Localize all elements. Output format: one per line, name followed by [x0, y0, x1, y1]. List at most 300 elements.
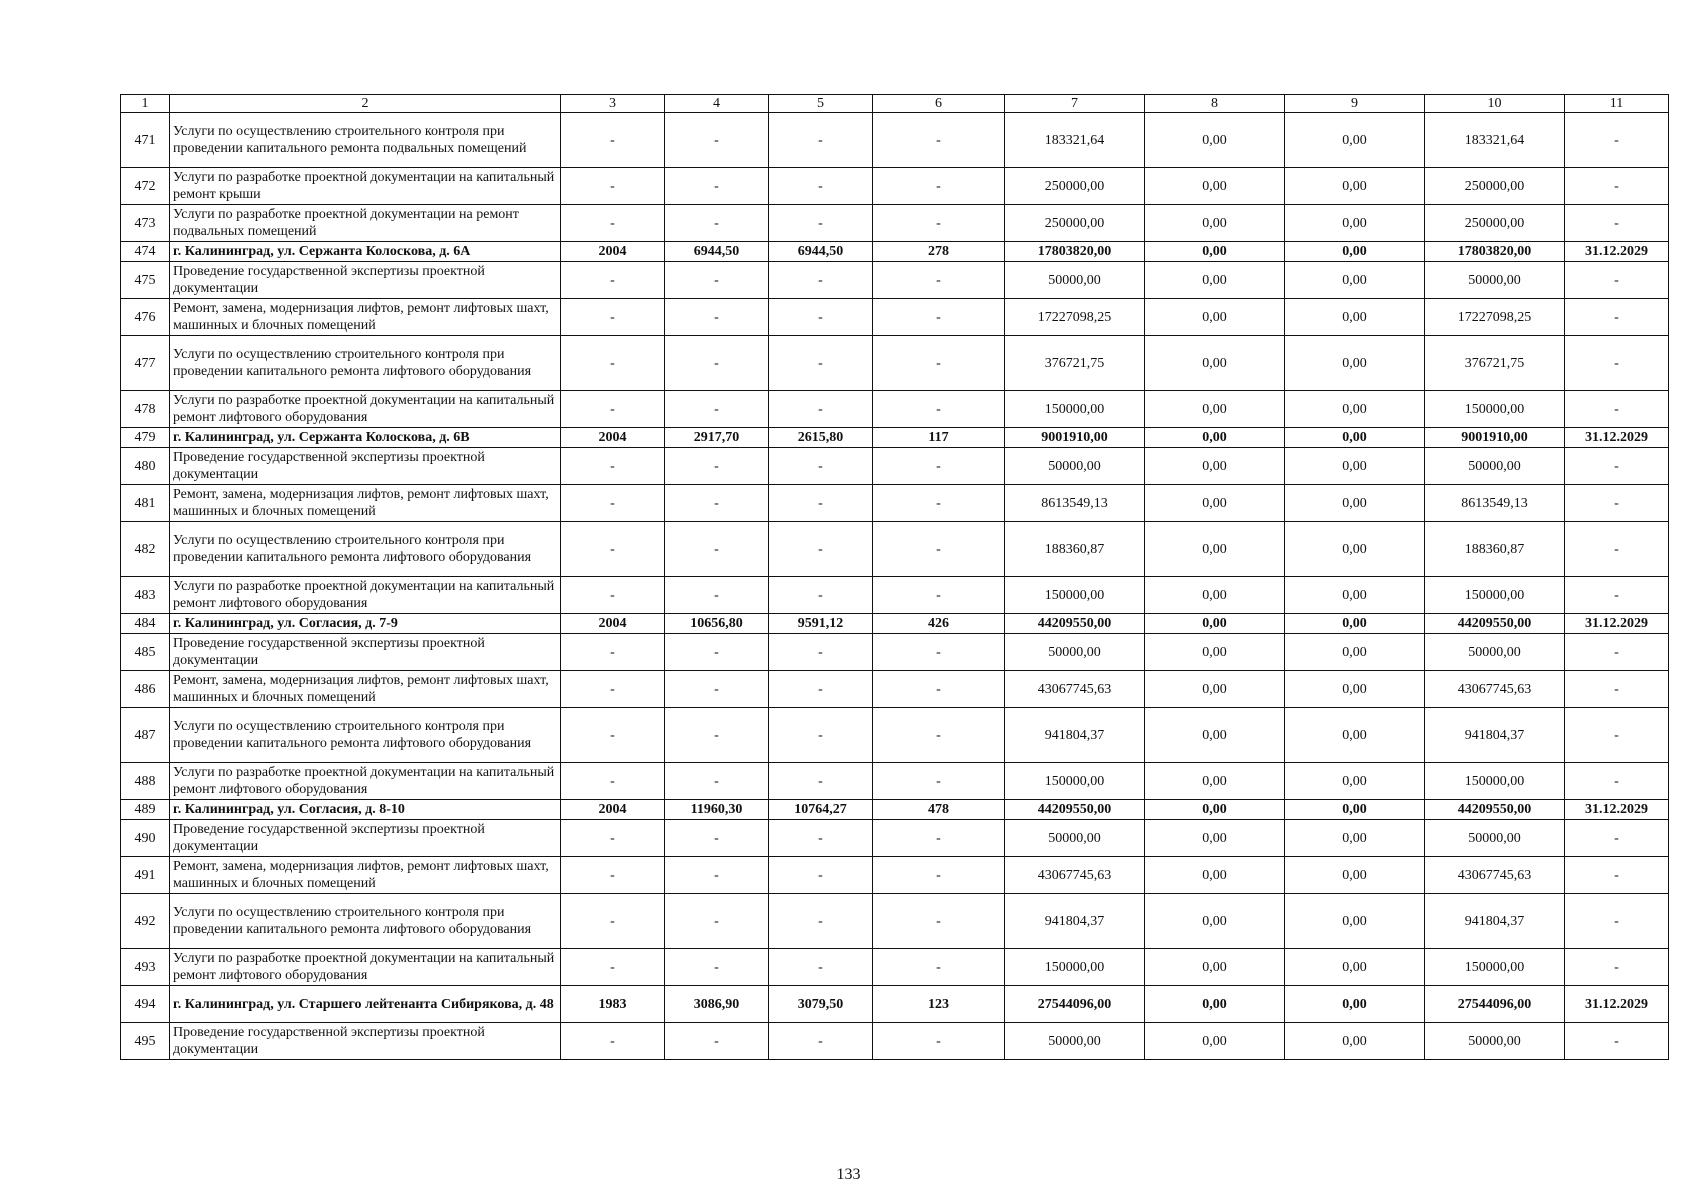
cell-living-area: -: [769, 577, 873, 614]
cell-description: Услуги по разработке проектной документации на капитальный ремонт лифтового оборудования: [170, 391, 561, 428]
cell-residents: -: [873, 391, 1005, 428]
cell-year: 2004: [561, 800, 665, 820]
cell-fund-cost: 0,00: [1145, 205, 1285, 242]
cell-owners-cost: 27544096,00: [1425, 986, 1565, 1023]
cell-total-area: 3086,90: [665, 986, 769, 1023]
cell-description: г. Калининград, ул. Согласия, д. 8-10: [170, 800, 561, 820]
cell-owners-cost: 183321,64: [1425, 113, 1565, 168]
cell-total-cost: 50000,00: [1005, 1023, 1145, 1060]
cell-row-number: 489: [121, 800, 170, 820]
cell-deadline: -: [1565, 763, 1669, 800]
cell-residents: -: [873, 448, 1005, 485]
cell-residents: -: [873, 522, 1005, 577]
cell-fund-cost: 0,00: [1145, 634, 1285, 671]
cell-other-cost: 0,00: [1285, 168, 1425, 205]
cell-total-area: -: [665, 820, 769, 857]
cell-other-cost: 0,00: [1285, 391, 1425, 428]
cell-other-cost: 0,00: [1285, 428, 1425, 448]
cell-living-area: -: [769, 949, 873, 986]
cell-year: -: [561, 708, 665, 763]
cell-total-cost: 150000,00: [1005, 763, 1145, 800]
cell-other-cost: 0,00: [1285, 634, 1425, 671]
cell-row-number: 471: [121, 113, 170, 168]
cell-row-number: 490: [121, 820, 170, 857]
cell-row-number: 491: [121, 857, 170, 894]
cell-deadline: -: [1565, 391, 1669, 428]
address-row: [121, 986, 1669, 1023]
cell-fund-cost: 0,00: [1145, 986, 1285, 1023]
cell-deadline: -: [1565, 1023, 1669, 1060]
cell-other-cost: 0,00: [1285, 262, 1425, 299]
cell-description: Услуги по разработке проектной документации на ремонт подвальных помещений: [170, 205, 561, 242]
cell-description: Услуги по разработке проектной документации на капитальный ремонт лифтового оборудования: [170, 763, 561, 800]
cell-row-number: 485: [121, 634, 170, 671]
cell-other-cost: 0,00: [1285, 299, 1425, 336]
cell-total-area: -: [665, 168, 769, 205]
cell-residents: -: [873, 485, 1005, 522]
cell-deadline: -: [1565, 522, 1669, 577]
cell-total-area: -: [665, 262, 769, 299]
cell-owners-cost: 150000,00: [1425, 391, 1565, 428]
work-row: [121, 113, 1669, 168]
cell-other-cost: 0,00: [1285, 242, 1425, 262]
cell-other-cost: 0,00: [1285, 671, 1425, 708]
cell-row-number: 476: [121, 299, 170, 336]
cell-year: -: [561, 391, 665, 428]
cell-other-cost: 0,00: [1285, 1023, 1425, 1060]
cell-fund-cost: 0,00: [1145, 1023, 1285, 1060]
page-number: 133: [836, 1166, 861, 1183]
work-row: [121, 671, 1669, 708]
cell-residents: -: [873, 949, 1005, 986]
cell-total-area: -: [665, 577, 769, 614]
work-row: [121, 391, 1669, 428]
cell-deadline: 31.12.2029: [1565, 986, 1669, 1023]
cell-row-number: 477: [121, 336, 170, 391]
cell-living-area: -: [769, 299, 873, 336]
column-number-row: [121, 95, 1669, 113]
cell-description: Услуги по осуществлению строительного контроля при проведении капитального ремонта лифтового оборудования: [170, 336, 561, 391]
cell-living-area: -: [769, 708, 873, 763]
cell-fund-cost: 0,00: [1145, 113, 1285, 168]
table-body: [121, 113, 1669, 1060]
cell-owners-cost: 44209550,00: [1425, 800, 1565, 820]
cell-description: Ремонт, замена, модернизация лифтов, ремонт лифтовых шахт, машинных и блочных помещений: [170, 299, 561, 336]
cell-year: -: [561, 113, 665, 168]
cell-owners-cost: 188360,87: [1425, 522, 1565, 577]
cell-fund-cost: 0,00: [1145, 168, 1285, 205]
cell-other-cost: 0,00: [1285, 205, 1425, 242]
cell-description: г. Калининград, ул. Согласия, д. 7-9: [170, 614, 561, 634]
cell-total-area: -: [665, 485, 769, 522]
cell-living-area: -: [769, 763, 873, 800]
cell-description: Услуги по осуществлению строительного контроля при проведении капитального ремонта лифтового оборудования: [170, 522, 561, 577]
cell-other-cost: 0,00: [1285, 820, 1425, 857]
work-row: [121, 485, 1669, 522]
cell-total-area: -: [665, 391, 769, 428]
work-row: [121, 763, 1669, 800]
cell-row-number: 492: [121, 894, 170, 949]
cell-living-area: -: [769, 820, 873, 857]
cell-deadline: 31.12.2029: [1565, 242, 1669, 262]
cell-total-cost: 43067745,63: [1005, 671, 1145, 708]
cell-other-cost: 0,00: [1285, 894, 1425, 949]
cell-total-cost: 44209550,00: [1005, 800, 1145, 820]
cell-owners-cost: 17227098,25: [1425, 299, 1565, 336]
cell-fund-cost: 0,00: [1145, 485, 1285, 522]
cell-total-area: 2917,70: [665, 428, 769, 448]
cell-owners-cost: 50000,00: [1425, 1023, 1565, 1060]
work-row: [121, 522, 1669, 577]
cell-total-area: -: [665, 671, 769, 708]
cell-total-cost: 8613549,13: [1005, 485, 1145, 522]
cell-other-cost: 0,00: [1285, 577, 1425, 614]
cell-row-number: 495: [121, 1023, 170, 1060]
cell-fund-cost: 0,00: [1145, 894, 1285, 949]
cell-deadline: -: [1565, 857, 1669, 894]
cell-year: -: [561, 205, 665, 242]
cell-other-cost: 0,00: [1285, 448, 1425, 485]
cell-total-cost: 50000,00: [1005, 634, 1145, 671]
cell-living-area: -: [769, 485, 873, 522]
cell-description: Проведение государственной экспертизы проектной документации: [170, 262, 561, 299]
cell-row-number: 486: [121, 671, 170, 708]
cell-residents: 123: [873, 986, 1005, 1023]
work-row: [121, 857, 1669, 894]
cell-total-cost: 50000,00: [1005, 262, 1145, 299]
cell-year: -: [561, 485, 665, 522]
cell-residents: -: [873, 820, 1005, 857]
cell-owners-cost: 250000,00: [1425, 205, 1565, 242]
cell-total-cost: 150000,00: [1005, 391, 1145, 428]
cell-total-area: -: [665, 522, 769, 577]
work-row: [121, 634, 1669, 671]
cell-deadline: -: [1565, 448, 1669, 485]
header-cell: 4: [665, 95, 769, 113]
cell-other-cost: 0,00: [1285, 708, 1425, 763]
cell-fund-cost: 0,00: [1145, 763, 1285, 800]
cell-description: г. Калининград, ул. Сержанта Колоскова, д. 6В: [170, 428, 561, 448]
header-cell: 8: [1145, 95, 1285, 113]
cell-year: 2004: [561, 428, 665, 448]
cell-year: 2004: [561, 242, 665, 262]
cell-row-number: 478: [121, 391, 170, 428]
cell-fund-cost: 0,00: [1145, 242, 1285, 262]
cell-other-cost: 0,00: [1285, 485, 1425, 522]
cell-total-cost: 43067745,63: [1005, 857, 1145, 894]
cell-year: -: [561, 577, 665, 614]
cell-fund-cost: 0,00: [1145, 299, 1285, 336]
cell-deadline: -: [1565, 205, 1669, 242]
cell-description: Ремонт, замена, модернизация лифтов, ремонт лифтовых шахт, машинных и блочных помещений: [170, 485, 561, 522]
cell-residents: 478: [873, 800, 1005, 820]
cell-total-area: -: [665, 113, 769, 168]
cell-total-area: -: [665, 857, 769, 894]
work-row: [121, 262, 1669, 299]
cell-residents: -: [873, 577, 1005, 614]
cell-total-area: -: [665, 448, 769, 485]
cell-row-number: 487: [121, 708, 170, 763]
cell-other-cost: 0,00: [1285, 614, 1425, 634]
cell-deadline: 31.12.2029: [1565, 800, 1669, 820]
cell-residents: -: [873, 708, 1005, 763]
cell-row-number: 482: [121, 522, 170, 577]
cell-row-number: 480: [121, 448, 170, 485]
header-cell: 2: [170, 95, 561, 113]
cell-living-area: 10764,27: [769, 800, 873, 820]
cell-other-cost: 0,00: [1285, 763, 1425, 800]
cell-total-cost: 150000,00: [1005, 577, 1145, 614]
cell-deadline: -: [1565, 262, 1669, 299]
cell-year: -: [561, 857, 665, 894]
cell-total-area: 6944,50: [665, 242, 769, 262]
cell-total-cost: 50000,00: [1005, 820, 1145, 857]
cell-owners-cost: 150000,00: [1425, 763, 1565, 800]
cell-total-cost: 17803820,00: [1005, 242, 1145, 262]
cell-residents: -: [873, 671, 1005, 708]
header-cell: 1: [121, 95, 170, 113]
cell-total-cost: 27544096,00: [1005, 986, 1145, 1023]
cell-fund-cost: 0,00: [1145, 262, 1285, 299]
cell-living-area: 2615,80: [769, 428, 873, 448]
cell-owners-cost: 50000,00: [1425, 262, 1565, 299]
work-row: [121, 949, 1669, 986]
cell-deadline: -: [1565, 634, 1669, 671]
cell-year: 1983: [561, 986, 665, 1023]
cell-living-area: 3079,50: [769, 986, 873, 1023]
header-cell: 10: [1425, 95, 1565, 113]
cell-fund-cost: 0,00: [1145, 671, 1285, 708]
cell-living-area: 6944,50: [769, 242, 873, 262]
cell-total-cost: 150000,00: [1005, 949, 1145, 986]
header-cell: 9: [1285, 95, 1425, 113]
cell-living-area: 9591,12: [769, 614, 873, 634]
cell-deadline: -: [1565, 336, 1669, 391]
cell-residents: -: [873, 262, 1005, 299]
cell-fund-cost: 0,00: [1145, 708, 1285, 763]
cell-total-cost: 250000,00: [1005, 205, 1145, 242]
cell-owners-cost: 50000,00: [1425, 634, 1565, 671]
cell-description: Проведение государственной экспертизы проектной документации: [170, 448, 561, 485]
address-row: [121, 800, 1669, 820]
cell-residents: -: [873, 205, 1005, 242]
cell-living-area: -: [769, 634, 873, 671]
cell-living-area: -: [769, 262, 873, 299]
cell-residents: -: [873, 168, 1005, 205]
header-cell: 3: [561, 95, 665, 113]
cell-fund-cost: 0,00: [1145, 336, 1285, 391]
cell-deadline: -: [1565, 113, 1669, 168]
cell-total-area: -: [665, 336, 769, 391]
cell-total-cost: 376721,75: [1005, 336, 1145, 391]
cell-other-cost: 0,00: [1285, 800, 1425, 820]
cell-living-area: -: [769, 1023, 873, 1060]
cell-year: -: [561, 763, 665, 800]
cell-deadline: -: [1565, 949, 1669, 986]
cell-total-cost: 17227098,25: [1005, 299, 1145, 336]
cell-deadline: -: [1565, 820, 1669, 857]
cell-living-area: -: [769, 205, 873, 242]
address-row: [121, 242, 1669, 262]
cell-deadline: -: [1565, 168, 1669, 205]
cell-total-area: -: [665, 708, 769, 763]
cell-description: Услуги по осуществлению строительного контроля при проведении капитального ремонта подвальных помещений: [170, 113, 561, 168]
cell-year: -: [561, 448, 665, 485]
cell-living-area: -: [769, 168, 873, 205]
cell-living-area: -: [769, 391, 873, 428]
cell-total-cost: 183321,64: [1005, 113, 1145, 168]
work-row: [121, 205, 1669, 242]
cell-residents: -: [873, 299, 1005, 336]
cell-owners-cost: 376721,75: [1425, 336, 1565, 391]
cell-owners-cost: 43067745,63: [1425, 671, 1565, 708]
cell-total-cost: 188360,87: [1005, 522, 1145, 577]
cell-fund-cost: 0,00: [1145, 428, 1285, 448]
cell-total-area: -: [665, 299, 769, 336]
cell-total-cost: 250000,00: [1005, 168, 1145, 205]
header-cell: 11: [1565, 95, 1669, 113]
cell-deadline: 31.12.2029: [1565, 428, 1669, 448]
cell-deadline: -: [1565, 577, 1669, 614]
cell-residents: 278: [873, 242, 1005, 262]
cell-year: -: [561, 299, 665, 336]
cell-year: -: [561, 634, 665, 671]
cell-description: Ремонт, замена, модернизация лифтов, ремонт лифтовых шахт, машинных и блочных помещений: [170, 671, 561, 708]
work-row: [121, 448, 1669, 485]
cell-residents: -: [873, 634, 1005, 671]
cell-total-area: 11960,30: [665, 800, 769, 820]
cell-other-cost: 0,00: [1285, 336, 1425, 391]
cell-residents: -: [873, 1023, 1005, 1060]
cell-description: Проведение государственной экспертизы проектной документации: [170, 820, 561, 857]
cell-fund-cost: 0,00: [1145, 857, 1285, 894]
cell-row-number: 493: [121, 949, 170, 986]
cell-other-cost: 0,00: [1285, 986, 1425, 1023]
cell-total-area: -: [665, 763, 769, 800]
cell-residents: -: [873, 113, 1005, 168]
cell-year: -: [561, 262, 665, 299]
cell-other-cost: 0,00: [1285, 113, 1425, 168]
cell-living-area: -: [769, 857, 873, 894]
cell-living-area: -: [769, 522, 873, 577]
cell-deadline: -: [1565, 708, 1669, 763]
work-row: [121, 336, 1669, 391]
cell-total-cost: 941804,37: [1005, 708, 1145, 763]
cell-owners-cost: 9001910,00: [1425, 428, 1565, 448]
work-row: [121, 820, 1669, 857]
cell-total-area: -: [665, 205, 769, 242]
cell-total-area: -: [665, 949, 769, 986]
cell-year: 2004: [561, 614, 665, 634]
cell-residents: -: [873, 894, 1005, 949]
cell-description: Услуги по разработке проектной документации на капитальный ремонт лифтового оборудования: [170, 577, 561, 614]
cell-fund-cost: 0,00: [1145, 800, 1285, 820]
work-row: [121, 299, 1669, 336]
cell-row-number: 484: [121, 614, 170, 634]
cell-owners-cost: 8613549,13: [1425, 485, 1565, 522]
cell-living-area: -: [769, 448, 873, 485]
cell-other-cost: 0,00: [1285, 522, 1425, 577]
cell-owners-cost: 941804,37: [1425, 708, 1565, 763]
cell-fund-cost: 0,00: [1145, 391, 1285, 428]
cell-residents: -: [873, 336, 1005, 391]
cell-year: -: [561, 1023, 665, 1060]
cell-owners-cost: 17803820,00: [1425, 242, 1565, 262]
header-cell: 7: [1005, 95, 1145, 113]
cell-fund-cost: 0,00: [1145, 577, 1285, 614]
cell-description: Услуги по осуществлению строительного контроля при проведении капитального ремонта лифтового оборудования: [170, 894, 561, 949]
cell-row-number: 472: [121, 168, 170, 205]
cell-total-area: -: [665, 894, 769, 949]
cell-deadline: -: [1565, 894, 1669, 949]
cell-year: -: [561, 671, 665, 708]
cell-owners-cost: 50000,00: [1425, 448, 1565, 485]
cell-year: -: [561, 336, 665, 391]
cell-description: Услуги по разработке проектной документации на капитальный ремонт крыши: [170, 168, 561, 205]
cell-deadline: -: [1565, 485, 1669, 522]
cell-living-area: -: [769, 894, 873, 949]
cell-living-area: -: [769, 671, 873, 708]
cell-residents: 426: [873, 614, 1005, 634]
cell-row-number: 488: [121, 763, 170, 800]
cell-deadline: 31.12.2029: [1565, 614, 1669, 634]
cell-fund-cost: 0,00: [1145, 522, 1285, 577]
cell-owners-cost: 941804,37: [1425, 894, 1565, 949]
cell-description: г. Калининград, ул. Сержанта Колоскова, д. 6А: [170, 242, 561, 262]
header-cell: 6: [873, 95, 1005, 113]
cell-year: -: [561, 949, 665, 986]
cell-row-number: 494: [121, 986, 170, 1023]
cell-owners-cost: 150000,00: [1425, 577, 1565, 614]
cell-row-number: 474: [121, 242, 170, 262]
cell-total-cost: 9001910,00: [1005, 428, 1145, 448]
work-row: [121, 577, 1669, 614]
cell-fund-cost: 0,00: [1145, 448, 1285, 485]
cell-living-area: -: [769, 113, 873, 168]
cell-description: Услуги по разработке проектной документации на капитальный ремонт лифтового оборудования: [170, 949, 561, 986]
cell-description: г. Калининград, ул. Старшего лейтенанта Сибирякова, д. 48: [170, 986, 561, 1023]
capital-repair-table: [120, 94, 1669, 1060]
work-row: [121, 168, 1669, 205]
cell-fund-cost: 0,00: [1145, 614, 1285, 634]
cell-year: -: [561, 522, 665, 577]
cell-owners-cost: 44209550,00: [1425, 614, 1565, 634]
cell-row-number: 483: [121, 577, 170, 614]
cell-total-area: -: [665, 1023, 769, 1060]
cell-row-number: 475: [121, 262, 170, 299]
cell-owners-cost: 50000,00: [1425, 820, 1565, 857]
address-row: [121, 428, 1669, 448]
cell-row-number: 473: [121, 205, 170, 242]
cell-total-cost: 941804,37: [1005, 894, 1145, 949]
cell-year: -: [561, 894, 665, 949]
cell-fund-cost: 0,00: [1145, 949, 1285, 986]
cell-residents: -: [873, 857, 1005, 894]
work-row: [121, 894, 1669, 949]
cell-other-cost: 0,00: [1285, 857, 1425, 894]
cell-residents: 117: [873, 428, 1005, 448]
cell-description: Проведение государственной экспертизы проектной документации: [170, 1023, 561, 1060]
header-cell: 5: [769, 95, 873, 113]
cell-owners-cost: 250000,00: [1425, 168, 1565, 205]
cell-description: Услуги по осуществлению строительного контроля при проведении капитального ремонта лифтового оборудования: [170, 708, 561, 763]
cell-living-area: -: [769, 336, 873, 391]
cell-total-area: -: [665, 634, 769, 671]
cell-row-number: 479: [121, 428, 170, 448]
cell-year: -: [561, 168, 665, 205]
cell-total-area: 10656,80: [665, 614, 769, 634]
cell-total-cost: 44209550,00: [1005, 614, 1145, 634]
